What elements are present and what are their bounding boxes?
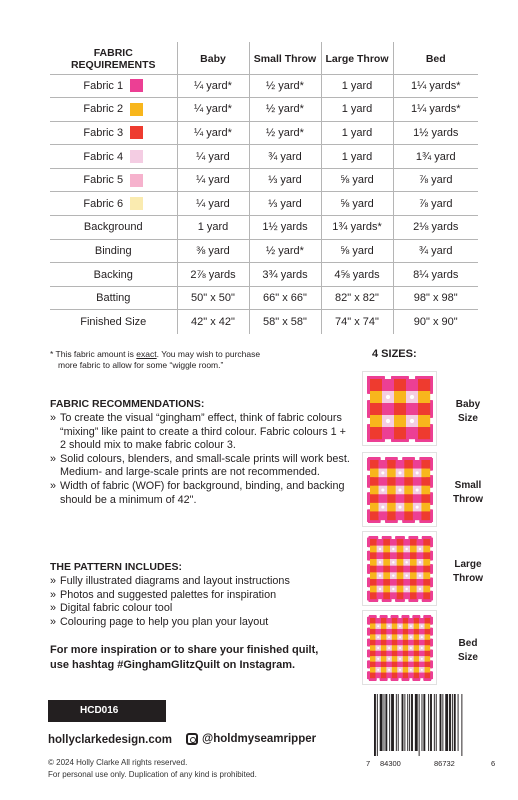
- table-row: [50, 263, 478, 287]
- table-cell: 1¾ yard: [393, 145, 478, 169]
- row-label: Backing: [50, 263, 177, 287]
- gingham-quilt-graphic: [367, 376, 433, 442]
- header-bed: Bed: [393, 42, 478, 74]
- table-row: [50, 98, 478, 122]
- table-row: [50, 239, 478, 263]
- table-cell: ¼ yard: [177, 145, 249, 169]
- table-cell: 1 yard: [177, 216, 249, 240]
- table-cell: 1½ yards: [249, 216, 321, 240]
- row-label: Fabric 6: [50, 192, 177, 216]
- fabric-swatch: [130, 126, 143, 139]
- table-cell: 58" x 58": [249, 310, 321, 334]
- table-cell: 4⅝ yards: [321, 263, 393, 287]
- table-cell: ¼ yard*: [177, 98, 249, 122]
- table-cell: 1½ yards: [393, 121, 478, 145]
- fabric-swatch: [130, 197, 143, 210]
- fabric-swatch: [130, 174, 143, 187]
- table-cell: ¼ yard: [177, 192, 249, 216]
- table-cell: ½ yard*: [249, 98, 321, 122]
- fabric-swatch: [130, 150, 143, 163]
- table-cell: 2⅛ yards: [393, 216, 478, 240]
- table-cell: ½ yard*: [249, 74, 321, 98]
- row-label: Fabric 2: [50, 98, 177, 122]
- fabric-requirements-table: [50, 42, 478, 334]
- table-cell: 2⅞ yards: [177, 263, 249, 287]
- table-row: [50, 286, 478, 310]
- barcode-digits-3: 86732: [434, 759, 455, 768]
- table-cell: ⅜ yard: [177, 239, 249, 263]
- list-item: » Colouring page to help you plan your layout: [50, 616, 350, 630]
- table-row: [50, 121, 478, 145]
- size-label: Small Throw: [453, 480, 483, 505]
- table-cell: ⅝ yard: [321, 192, 393, 216]
- size-label: Bed Size: [457, 638, 478, 663]
- sizes-title: 4 SIZES:: [372, 348, 417, 360]
- table-cell: 1¾ yards*: [321, 216, 393, 240]
- table-cell: ½ yard*: [249, 121, 321, 145]
- row-label: Fabric 5: [50, 168, 177, 192]
- pattern-code-badge: HCD016: [48, 700, 166, 722]
- gingham-quilt-graphic: [367, 615, 433, 681]
- table-cell: 66" x 66": [249, 286, 321, 310]
- table-cell: 1¼ yards*: [393, 98, 478, 122]
- table-cell: ¼ yard: [177, 168, 249, 192]
- instagram-icon: [186, 733, 198, 745]
- table-cell: ¾ yard: [249, 145, 321, 169]
- quilt-thumbnail-large: [362, 531, 437, 606]
- pattern-includes-title: THE PATTERN INCLUDES:: [50, 561, 183, 573]
- header-fabric-requirements: FABRIC REQUIREMENTS: [50, 42, 177, 74]
- list-item: » Solid colours, blenders, and small-scale prints will work best. Medium- and large-scale prints are not recommended.: [50, 453, 350, 480]
- quilt-thumbnail-baby: [362, 371, 437, 446]
- table-cell: ⅞ yard: [393, 192, 478, 216]
- row-label: Finished Size: [50, 310, 177, 334]
- table-row: [50, 192, 478, 216]
- copyright: © 2024 Holly Clarke All rights reserved. For personal use only. Duplication of any kind is prohibited.: [48, 758, 257, 779]
- table-cell: ⅞ yard: [393, 168, 478, 192]
- table-cell: ⅓ yard: [249, 192, 321, 216]
- row-label: Fabric 3: [50, 121, 177, 145]
- fabric-swatch: [130, 79, 143, 92]
- list-item: » To create the visual “gingham” effect, think of fabric colours “mixing” like paint to create a third colour. Fabric colours 1 + 2 should mix to make fabric colour 3.: [50, 412, 350, 453]
- table-cell: 42" x 42": [177, 310, 249, 334]
- table-row: [50, 145, 478, 169]
- table-row: [50, 74, 478, 98]
- barcode-digit-1: 7: [366, 759, 371, 768]
- table-cell: ⅝ yard: [321, 168, 393, 192]
- table-cell: 74" x 74": [321, 310, 393, 334]
- table-cell: 82" x 82": [321, 286, 393, 310]
- list-item: » Width of fabric (WOF) for background, binding, and backing should be a minimum of 42".: [50, 480, 350, 507]
- table-cell: 50" x 50": [177, 286, 249, 310]
- recommendations-title: FABRIC RECOMMENDATIONS:: [50, 398, 205, 410]
- gingham-quilt-graphic: [367, 536, 433, 602]
- size-label: Baby Size: [455, 399, 481, 424]
- barcode: [373, 694, 489, 756]
- table-cell: ¼ yard*: [177, 74, 249, 98]
- table-cell: ⅝ yard: [321, 239, 393, 263]
- table-cell: 98" x 98": [393, 286, 478, 310]
- header-large-throw: Large Throw: [321, 42, 393, 74]
- note-line1: * This fabric amount is exact. You may wish to purchase: [50, 349, 261, 359]
- table-cell: 90" x 90": [393, 310, 478, 334]
- row-label: Binding: [50, 239, 177, 263]
- table-cell: ⅓ yard: [249, 168, 321, 192]
- row-label: Fabric 4: [50, 145, 177, 169]
- note-line2: more fabric to allow for some “wiggle room.”: [58, 360, 224, 370]
- table-cell: ¾ yard: [393, 239, 478, 263]
- list-item: » Photos and suggested palettes for inspiration: [50, 589, 350, 603]
- table-row: [50, 310, 478, 334]
- header-small-throw: Small Throw: [249, 42, 321, 74]
- fabric-amount-note: [50, 349, 340, 371]
- table-cell: 1 yard: [321, 74, 393, 98]
- list-item: » Digital fabric colour tool: [50, 602, 350, 616]
- table-row: [50, 168, 478, 192]
- instagram-handle[interactable]: @holdmyseamripper: [186, 733, 316, 745]
- table-cell: 8¼ yards: [393, 263, 478, 287]
- table-cell: ½ yard*: [249, 239, 321, 263]
- recommendations-list: [50, 412, 350, 507]
- table-row: [50, 216, 478, 240]
- table-cell: 1 yard: [321, 121, 393, 145]
- list-item: » Fully illustrated diagrams and layout instructions: [50, 575, 350, 589]
- quilt-thumbnail-bed: [362, 610, 437, 685]
- row-label: Batting: [50, 286, 177, 310]
- barcode-digit-4: 6: [491, 759, 496, 768]
- table-cell: 1 yard: [321, 145, 393, 169]
- table-header-row: [50, 42, 478, 74]
- gingham-quilt-graphic: [367, 457, 433, 523]
- table-cell: 1 yard: [321, 98, 393, 122]
- row-label: Fabric 1: [50, 74, 177, 98]
- header-baby: Baby: [177, 42, 249, 74]
- size-label: Large Throw: [453, 559, 483, 584]
- fabric-swatch: [130, 103, 143, 116]
- row-label: Background: [50, 216, 177, 240]
- table-cell: ¼ yard*: [177, 121, 249, 145]
- table-cell: 3¾ yards: [249, 263, 321, 287]
- table-cell: 1¼ yards*: [393, 74, 478, 98]
- website-link[interactable]: hollyclarkedesign.com: [48, 734, 172, 746]
- barcode-digits-2: 84300: [380, 759, 401, 768]
- pattern-includes-list: [50, 575, 350, 629]
- instagram-cta: For more inspiration or to share your finished quilt, use hashtag #GinghamGlitzQuilt on Instagram.: [50, 644, 319, 671]
- quilt-thumbnail-small: [362, 452, 437, 527]
